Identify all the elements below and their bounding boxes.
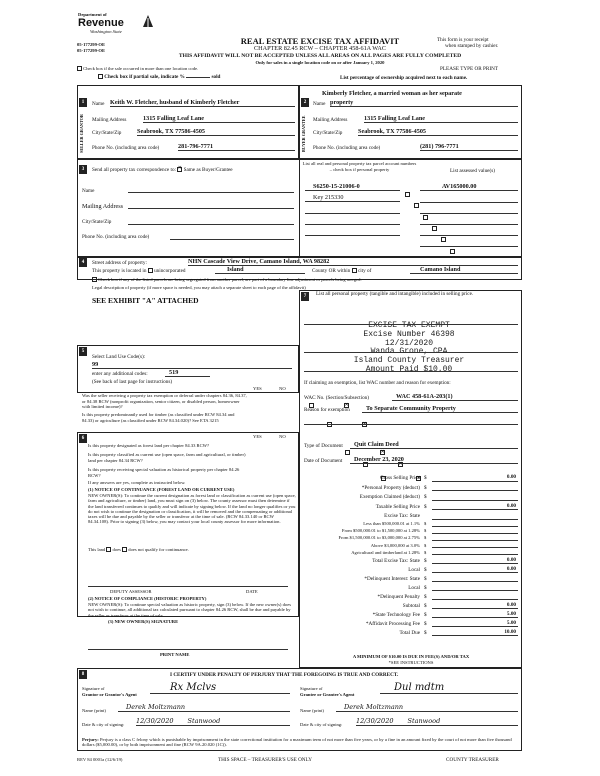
calc-value[interactable]	[432, 526, 518, 527]
calc-label: Exemption Claimed (deduct)	[359, 494, 420, 501]
parcel-header: List all real and personal property tax parcel account numbers – check box if personal property	[302, 161, 417, 172]
doc-type-label: Type of Document	[304, 443, 343, 449]
calc-currency: $	[424, 549, 427, 555]
assessed-4[interactable]	[420, 224, 518, 225]
sec6-question-2: Is this property classified as current use (open space, farm and agricultural, or timber) land per chapter 84.34 RCW?	[88, 452, 246, 463]
wac-label: WAC No. (Section/Subsection)	[304, 395, 369, 401]
sec6-question-3: Is this property receiving special valuation as historical property per chapter 84.26 RCW?	[88, 467, 240, 478]
legal-description-label: Legal description of property (if more space is needed, you may attach a separate sheet to each page of the affidavit)	[92, 285, 306, 290]
wac-number[interactable]: WAC 458-61A-203(1)	[392, 393, 518, 401]
dept-line1: Department of	[78, 12, 107, 17]
seller-side-label: SELLER GRANTOR	[79, 114, 84, 154]
section-7-badge: 7	[301, 292, 309, 301]
form-chapter: CHAPTER 82.45 RCW – CHAPTER 458-61A WAC	[254, 45, 386, 52]
calc-row	[304, 609, 518, 618]
city-of-checkbox[interactable]	[352, 268, 357, 273]
buyer-addr-label: Mailing Address	[313, 117, 348, 123]
calc-currency: $	[424, 503, 427, 510]
calc-label: From $1,500,000.01 to $3,000,000 at 2.75%	[338, 535, 420, 541]
seller-city-label: City/State/Zip	[92, 130, 122, 136]
section-1-badge: 1	[79, 98, 87, 107]
deputy-assessor-label: DEPUTY ASSESSOR	[110, 589, 152, 594]
grantor-print-name[interactable]: Derek Moltzmann	[118, 703, 290, 712]
dept-name: Revenue	[78, 16, 124, 29]
same-as-buyer-checkbox[interactable]	[177, 167, 182, 172]
form-revision: REV 84 0001a (12/6/19)	[77, 757, 123, 762]
county-name[interactable]: Island	[215, 266, 305, 274]
partial-sale-row: Check box if partial sale, indicate % sold	[98, 74, 220, 80]
tax-calculation	[304, 472, 518, 636]
calc-row	[304, 520, 518, 527]
calc-currency: $	[424, 542, 427, 548]
dept-state: Washington State	[90, 28, 122, 34]
section-5-badge: 5	[79, 347, 87, 356]
sec6-no-header: NO	[279, 434, 286, 439]
new-owner-signature-label: (3) NEW OWNER(S) SIGNATURE	[108, 619, 179, 624]
calc-row	[304, 482, 518, 492]
calc-value[interactable]	[432, 547, 518, 548]
buyer-name-line1[interactable]: Kimberly Fletcher, a married woman as her separate	[322, 90, 462, 97]
buyer-address[interactable]: 1315 Falling Leaf Lane	[364, 115, 518, 123]
calc-currency: $	[424, 558, 427, 565]
document-date[interactable]: December 23, 2020	[350, 456, 518, 464]
additional-code[interactable]: 519	[165, 369, 210, 377]
buyer-phone-label: Phone No. (including area code)	[313, 145, 381, 151]
calc-label: From $500,000.01 to $1,500,000 at 1.28%	[341, 528, 420, 534]
notice-1-body: NEW OWNER(S): To continue the current designation as forest land or classification as current use (open space, farm and agriculture, or timber) land, you must sign on (3) below. The county assessor must then determine if the land transferred continues to qualify and will indicate by signing below. If the land no longer qualifies or you do not wish to continue the designation or classification, it will be removed and the compensating or additional taxes will be due and payable by the seller or transferor at the time of sale. (RCW 84.33.140 or RCW 84.34.108). Prior to signing (3) below, you may contact your local county assessor for more information.	[88, 493, 296, 525]
calc-value[interactable]	[432, 540, 518, 541]
calc-row	[304, 573, 518, 582]
calc-value[interactable]	[432, 599, 518, 600]
stamp-line-2: Excise Number 46398	[363, 329, 455, 339]
form-subwarning: Only for sales in a single location code on or after January 1, 2020	[255, 60, 385, 65]
calc-row	[304, 472, 518, 482]
calc-value[interactable]: 0.00	[432, 566, 518, 573]
seller-phone-label: Phone No. (including area code)	[92, 145, 160, 151]
assessed-6[interactable]	[420, 246, 518, 247]
grantee-date-city[interactable]	[356, 717, 518, 726]
buyer-city-label: City/State/Zip	[313, 130, 343, 136]
grantor-sig-label-2: Grantor or Grantor's Agent	[82, 692, 137, 697]
grantee-sig-label-2: Grantee or Grantee's Agent	[300, 692, 355, 697]
does-checkbox[interactable]	[106, 547, 111, 552]
calc-label: Agricultural and timberland at 1.28%	[351, 549, 420, 555]
sec5-yes-header: YES	[253, 386, 262, 391]
section-6-badge: 6	[79, 434, 87, 443]
stamp-line-5: Island County Treasurer	[353, 356, 465, 366]
sec5-question-1: Was the seller receiving a property tax exemption or deferral under chapters 84.36, 84.37, or 84.38 RCW (nonprofit organization, senior citizen, or disabled person, homeowner with limited income)?	[82, 393, 247, 410]
treasurer-space: THIS SPACE – TREASURER'S USE ONLY	[218, 757, 312, 763]
street-address[interactable]: NHN Cascade View Drive, Camano Island, WA 98282	[188, 258, 518, 266]
calc-label: *Delinquent Penalty	[377, 594, 420, 601]
assessed-header: List assessed value(s)	[450, 168, 495, 174]
see-back-note: (See back of last page for instructions)	[92, 379, 173, 385]
grantee-name-label: Name (print)	[300, 708, 324, 713]
county-or-row: County OR within city of	[312, 268, 372, 274]
calc-currency: $	[424, 612, 427, 619]
additional-codes-label: enter any additional codes:	[92, 371, 148, 377]
seller-address[interactable]: 1315 Falling Leaf Lane	[143, 115, 295, 123]
assessed-5[interactable]	[420, 235, 518, 236]
grantee-signature[interactable]: Dul mdtm	[380, 682, 518, 694]
buyer-side-label: BUYER GRANTEE	[301, 115, 306, 153]
deputy-assessor-line[interactable]	[88, 586, 288, 587]
reason-line-2[interactable]	[304, 424, 518, 425]
land-use-label: Select Land Use Code(s):	[92, 354, 146, 360]
grantee-date: 12/30/2020	[356, 717, 394, 725]
form-code-1: 05-177299-OE	[77, 42, 106, 47]
calc-label: Excise Tax: State	[384, 513, 420, 520]
certify-statement: I CERTIFY UNDER PENALTY OF PERJURY THAT THE FOREGOING IS TRUE AND CORRECT.	[170, 672, 399, 678]
corr-city-field[interactable]	[128, 224, 294, 225]
calc-label: Taxable Selling Price	[375, 503, 420, 510]
parcel-1-personal-checkbox[interactable]	[405, 192, 410, 197]
grantor-date: 12/30/2020	[136, 717, 174, 725]
calc-currency: $	[424, 535, 427, 541]
calc-currency: $	[424, 567, 427, 574]
land-use-code[interactable]: 99	[92, 361, 292, 369]
calc-label: Local	[408, 567, 420, 574]
parcel-3[interactable]	[305, 213, 400, 214]
see-instructions: *SEE INSTRUCTIONS	[388, 660, 434, 665]
calc-value[interactable]: 0.00	[432, 602, 518, 609]
stamp-line-4: Wanda Grone, CPA	[370, 347, 448, 357]
corr-name-field[interactable]	[128, 192, 294, 193]
buyer-city[interactable]: Seabrook, TX 77586-4505	[358, 128, 518, 136]
sec6-if-yes: If any answers are yes, complete as instructed below.	[88, 480, 186, 485]
multi-location-row: Check box if the sale occurred in more than one location code.	[77, 66, 198, 72]
assessed-2[interactable]	[420, 202, 518, 203]
print-name-label: PRINT NAME	[160, 652, 190, 657]
calc-value[interactable]: 5.00	[432, 620, 518, 627]
continuance-row: This land does does not qualify for continuance.	[88, 547, 189, 552]
stamp-line-6: Amount Paid $10.00	[365, 364, 453, 374]
seller-city[interactable]: Seabrook, TX 77586-4505	[137, 128, 295, 136]
parcel-3-personal-checkbox[interactable]	[423, 215, 428, 220]
personal-property-label: List all personal property (tangible and intangible) included in selling price.	[316, 291, 474, 297]
calc-value[interactable]	[432, 519, 518, 520]
grantee-city: Stanwood	[407, 717, 441, 725]
sec5-no-header: NO	[279, 386, 286, 391]
calc-row	[304, 491, 518, 501]
calc-value[interactable]: 5.00	[432, 611, 518, 618]
parcel-5-personal-checkbox[interactable]	[441, 237, 446, 242]
calc-label: *Personal Property (deduct)	[361, 484, 420, 491]
reason-label: Reason for exemption	[304, 407, 350, 413]
segregated-checkbox[interactable]	[92, 277, 97, 282]
percent-note: List percentage of ownership acquired next to each name.	[340, 75, 468, 81]
corr-phone-field[interactable]	[170, 239, 294, 240]
calc-label: Gross Selling Price	[379, 475, 420, 482]
exemption-reason[interactable]: To Separate Community Property	[362, 405, 518, 413]
calc-value[interactable]: 0.00	[432, 474, 518, 481]
dor-logo	[78, 12, 140, 38]
calc-row	[304, 627, 518, 636]
calc-value[interactable]: 10.00	[432, 629, 518, 636]
correspondence-row: Send all property tax correspondence to: ✕ Same as Buyer/Grantee	[92, 167, 233, 173]
corr-addr-label: Mailing Address	[82, 203, 124, 210]
calc-value[interactable]	[432, 533, 518, 534]
calc-label: Subtotal	[402, 603, 420, 610]
perjury-notice: Perjury: Perjury is a class C felony which is punishable by imprisonment in the state correctional institution for a maximum term of not more than five years, or by a fine in an amount fixed by the court of not more than five thousand dollars ($5,000.00), or by both imprisonment and fine (RCW 9A.20.020 (1C)).	[82, 737, 512, 748]
notice-1-title: (1) NOTICE OF CONTINUANCE (FOREST LAND OR CURRENT USE)	[88, 487, 235, 492]
minimum-note: A MINIMUM OF $10.00 IS DUE IN FEE(S) AND/OR TAX	[352, 654, 470, 659]
calc-currency: $	[424, 576, 427, 583]
seller-phone[interactable]: 281-796-7771	[178, 143, 295, 151]
assessed-3[interactable]	[420, 213, 518, 214]
segregated-row: Check box if any of the listed parcels are being segregated from another parcel, are part of a boundary line adjustment or parcels being merged.	[92, 277, 362, 283]
calc-row	[304, 510, 518, 520]
parcel-2-personal-checkbox[interactable]	[414, 203, 419, 208]
calc-row	[304, 618, 518, 627]
sec6-yes-header: YES	[253, 434, 262, 439]
section-3-badge: 3	[79, 165, 87, 174]
calc-row	[304, 548, 518, 555]
calc-row	[304, 600, 518, 609]
stamp-line-3: 12/31/2020	[384, 338, 433, 348]
city-name[interactable]: Camano Island	[410, 266, 518, 274]
corr-city-label: City/State/Zip	[82, 219, 112, 225]
calc-row	[304, 591, 518, 600]
parcel-1[interactable]: S6250-15-21006-0	[305, 183, 400, 191]
seller-name[interactable]: Keith W. Fletcher, husband of Kimberly Fletcher	[110, 99, 295, 107]
calc-currency: $	[424, 603, 427, 610]
calc-row	[304, 564, 518, 573]
partial-sale-checkbox[interactable]	[98, 74, 103, 79]
grantor-signature[interactable]: Rx Mclvs	[150, 682, 290, 694]
grantor-sig-label-1: Signature of	[82, 686, 105, 691]
deputy-date-label: DATE	[246, 589, 258, 594]
calc-label: Total Excise Tax: State	[372, 558, 420, 565]
notice-2-title: (2) NOTICE OF COMPLIANCE (HISTORIC PROPERTY)	[88, 596, 207, 601]
calc-row	[304, 534, 518, 541]
calc-value[interactable]: 0.00	[432, 503, 518, 510]
calc-value[interactable]	[432, 581, 518, 582]
calc-currency: $	[424, 494, 427, 501]
buyer-name-label: Name	[313, 101, 326, 107]
excise-exempt-stamp	[314, 322, 504, 375]
calc-value[interactable]	[432, 490, 518, 491]
parcel-2[interactable]: Key 215330	[305, 194, 400, 202]
section-3-divider	[299, 159, 300, 257]
grantee-sig-label-1: Signature of	[300, 686, 323, 691]
calc-row	[304, 501, 518, 511]
calc-currency: $	[424, 621, 427, 628]
buyer-phone[interactable]: (281) 796-7771	[420, 143, 518, 151]
calc-label: Local	[408, 585, 420, 592]
corr-phone-label: Phone No. (including area code)	[82, 234, 150, 240]
calc-row	[304, 541, 518, 548]
grantor-date-city[interactable]	[136, 717, 290, 726]
calc-currency: $	[424, 585, 427, 592]
calc-value[interactable]	[432, 554, 518, 555]
type-or-print: PLEASE TYPE OR PRINT	[440, 66, 498, 72]
calc-value[interactable]	[432, 590, 518, 591]
form-title: REAL ESTATE EXCISE TAX AFFIDAVIT	[240, 36, 400, 46]
seller-name-label: Name	[92, 101, 105, 107]
grantor-city: Stanwood	[187, 717, 221, 725]
county-treasurer: COUNTY TREASURER	[446, 757, 499, 763]
grantor-date-label: Date & city of signing:	[82, 722, 125, 727]
personal-property-line-2[interactable]	[304, 352, 518, 353]
form-warning: THIS AFFIDAVIT WILL NOT BE ACCEPTED UNLESS ALL AREAS ON ALL PAGES ARE FULLY COMPLETED	[178, 53, 462, 59]
assessed-1[interactable]: AV165000.00	[420, 183, 518, 191]
sec6-question-1: Is this property designated as forest land per chapter 84.33 RCW?	[88, 443, 210, 448]
calc-currency: $	[424, 528, 427, 534]
personal-property-line-1[interactable]	[304, 324, 518, 325]
unincorporated-checkbox[interactable]	[148, 268, 153, 273]
calc-label: Above $3,000,000 at 3.0%	[370, 542, 420, 548]
does-not-checkbox[interactable]	[122, 547, 127, 552]
calc-currency: $	[424, 630, 427, 637]
exhibit-a-text[interactable]: SEE EXHIBIT "A" ATTACHED	[92, 296, 199, 305]
section-2-badge: 2	[301, 98, 309, 107]
calc-label: Total Due	[399, 630, 420, 637]
calc-label: *Delinquent Interest: State	[364, 576, 420, 583]
section-4-badge: 4	[79, 258, 87, 267]
corr-addr-field[interactable]	[128, 208, 294, 209]
calc-value[interactable]	[432, 500, 518, 501]
leaf-icon	[142, 14, 154, 33]
calc-row	[304, 555, 518, 564]
calc-value[interactable]: 0.00	[432, 557, 518, 564]
receipt-note-1: This form is your receipt	[437, 37, 489, 43]
calc-row	[304, 582, 518, 591]
corr-name-label: Name	[82, 188, 95, 194]
calc-currency: $	[424, 484, 427, 491]
grantee-print-name[interactable]: Derek Moltzmann	[336, 703, 518, 712]
personal-property-line-3[interactable]	[304, 371, 518, 372]
sec5-question-2: Is this property predominantly used for timber (as classified under RCW 84.34 and 84.33) or agriculture (as classified under RCW 84.34.020)? See ETA 3215	[82, 412, 235, 423]
calc-currency: $	[424, 521, 427, 527]
location-row: This property is located in unincorporated	[92, 268, 186, 274]
grantee-date-label: Date & city of signing:	[300, 722, 343, 727]
buyer-name-line2[interactable]: property	[330, 99, 518, 107]
calc-label: *State Technology Fee	[372, 612, 420, 619]
seller-addr-label: Mailing Address	[92, 117, 127, 123]
section-8-badge: 8	[79, 670, 87, 679]
notice-2-body: NEW OWNER(S): To continue special valuation as historic property, sign (3) below. If the new owner(s) does not wish to continue, all additional tax calculated pursuant to chapter 84.26 RCW, shall be due and payable by the seller or transferor at the time of sale.	[88, 602, 292, 618]
exemption-label: If claiming an exemption, list WAC number and reason for exemption:	[304, 380, 451, 386]
doc-date-label: Date of Document	[304, 458, 343, 464]
calc-currency: $	[424, 475, 427, 482]
receipt-note-2: when stamped by cashier.	[445, 43, 499, 49]
stamp-line-1: EXCISE TAX EXEMPT	[368, 321, 450, 330]
calc-label: Less than $500,000.01 at 1.1%	[363, 521, 420, 527]
calc-currency: $	[424, 594, 427, 601]
street-label: Street address of property:	[92, 260, 147, 266]
print-name-line[interactable]	[88, 649, 288, 650]
parcel-4[interactable]	[305, 224, 400, 225]
document-type[interactable]: Quit Claim Deed	[350, 441, 518, 449]
form-code-2: 05-177299-OE	[77, 48, 106, 53]
calc-label: *Affidavit Processing Fee	[365, 621, 420, 628]
multi-location-checkbox[interactable]	[77, 66, 82, 71]
parcel-4-personal-checkbox[interactable]	[432, 226, 437, 231]
parcel-6-personal-checkbox[interactable]	[450, 249, 455, 254]
parcel-5[interactable]	[305, 235, 400, 236]
partial-percent-field[interactable]	[186, 77, 210, 78]
grantor-name-label: Name (print)	[82, 708, 106, 713]
calc-row	[304, 527, 518, 534]
